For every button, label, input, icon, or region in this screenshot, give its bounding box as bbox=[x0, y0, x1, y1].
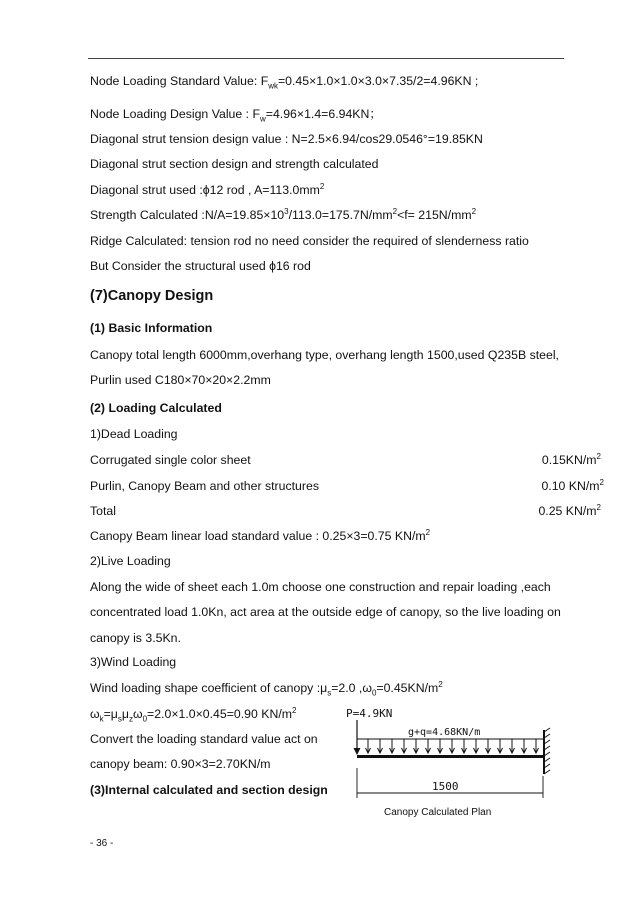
point-load-arrowhead bbox=[354, 748, 361, 755]
page-number: - 36 - bbox=[90, 838, 114, 849]
total-label: Total bbox=[90, 504, 116, 518]
structural-rod: But Consider the structural used ϕ16 rod bbox=[90, 259, 311, 273]
live-loading-heading: 2)Live Loading bbox=[90, 554, 171, 568]
canopy-calculated-plan bbox=[340, 702, 565, 822]
diagonal-section: Diagonal strut section design and strength calculated bbox=[90, 157, 379, 171]
convert-line-2: canopy beam: 0.90×3=2.70KN/m bbox=[90, 757, 271, 771]
wind-shape-coefficient: Wind loading shape coefficient of canopy $:\mu_s=2.0$ $,\omega_0=0.45KN/m^2$ bbox=[90, 679, 443, 698]
node-loading-standard: Node Loading Standard Value: $F_{wk}=0.45\times 1.0\times 1.0\times 3.0\times 7.35/2=4.96KN$ ; bbox=[90, 74, 479, 91]
live-line-2: concentrated load 1.0Kn, act area at the outside edge of canopy, so the live loading on bbox=[90, 605, 561, 619]
total-value: 0.25 $KN/m^2$ bbox=[538, 502, 601, 518]
live-line-3: canopy is 3.5Kn. bbox=[90, 631, 181, 645]
strength-calculated: Strength Calculated $:N/A=19.85\times 10^3/113.0=175.7N/mm^2<f= 215N/mm^2$ bbox=[90, 206, 477, 222]
live-line-1: Along the wide of sheet each 1.0m choose one construction and repair loading ,each bbox=[90, 580, 551, 594]
point-load-label: P=4.9KN bbox=[346, 707, 393, 720]
distributed-load-arrows bbox=[366, 739, 539, 753]
internal-heading: (3)Internal calculated and section design bbox=[90, 783, 328, 797]
dead-loading-heading: 1)Dead Loading bbox=[90, 427, 178, 441]
header-rule bbox=[88, 58, 564, 59]
basic-info-line-1: Canopy total length 6000mm,overhang type, overhang length 1500,used Q235B steel, bbox=[90, 348, 559, 362]
sheet-value: $0.15KN/m^2$ bbox=[541, 451, 601, 467]
node-loading-design: Node Loading Design Value : $F_w=4.96\times 1.4=6.94KN$； bbox=[90, 107, 382, 124]
purlin-value: 0.10 $KN/m^2$ bbox=[541, 477, 604, 493]
basic-info-line-2: Purlin used C180×70×20×2.2mm bbox=[90, 373, 271, 387]
purlin-label: Purlin, Canopy Beam and other structures bbox=[90, 479, 319, 493]
canopy-beam bbox=[357, 755, 543, 758]
total-row bbox=[90, 502, 601, 519]
diagonal-used: Diagonal strut used :ϕ12 rod , $A=113.0mm^2$ bbox=[90, 181, 325, 197]
purlin-row bbox=[90, 477, 604, 494]
wk-formula: $\omega_k=\mu_s\mu_z\omega_0=2.0\times 1.0\times 0.45=0.90$ $KN/m^2$ bbox=[90, 705, 297, 724]
sheet-label: Corrugated single color sheet bbox=[90, 453, 251, 467]
span-label: 1500 bbox=[432, 780, 459, 793]
ridge-calculated: Ridge Calculated: tension rod no need consider the required of slenderness ratio bbox=[90, 234, 529, 248]
distributed-load-label: g+q=4.68KN/m bbox=[408, 727, 481, 738]
linear-load: Canopy Beam linear load standard value : 0.25×3=0.75 $KN/m^2$ bbox=[90, 527, 431, 543]
wind-loading-heading: 3)Wind Loading bbox=[90, 655, 177, 669]
diagonal-tension: Diagonal strut tension design value : N=2.5×6.94/cos29.0546°=19.85KN bbox=[90, 132, 483, 146]
loading-calculated-heading: (2) Loading Calculated bbox=[90, 401, 222, 415]
diagram-caption: Canopy Calculated Plan bbox=[384, 807, 492, 818]
canopy-design-heading: (7)Canopy Design bbox=[90, 288, 214, 304]
sheet-row bbox=[90, 451, 601, 468]
convert-line-1: Convert the loading standard value act on bbox=[90, 732, 318, 746]
basic-info-heading: (1) Basic Information bbox=[90, 321, 213, 335]
